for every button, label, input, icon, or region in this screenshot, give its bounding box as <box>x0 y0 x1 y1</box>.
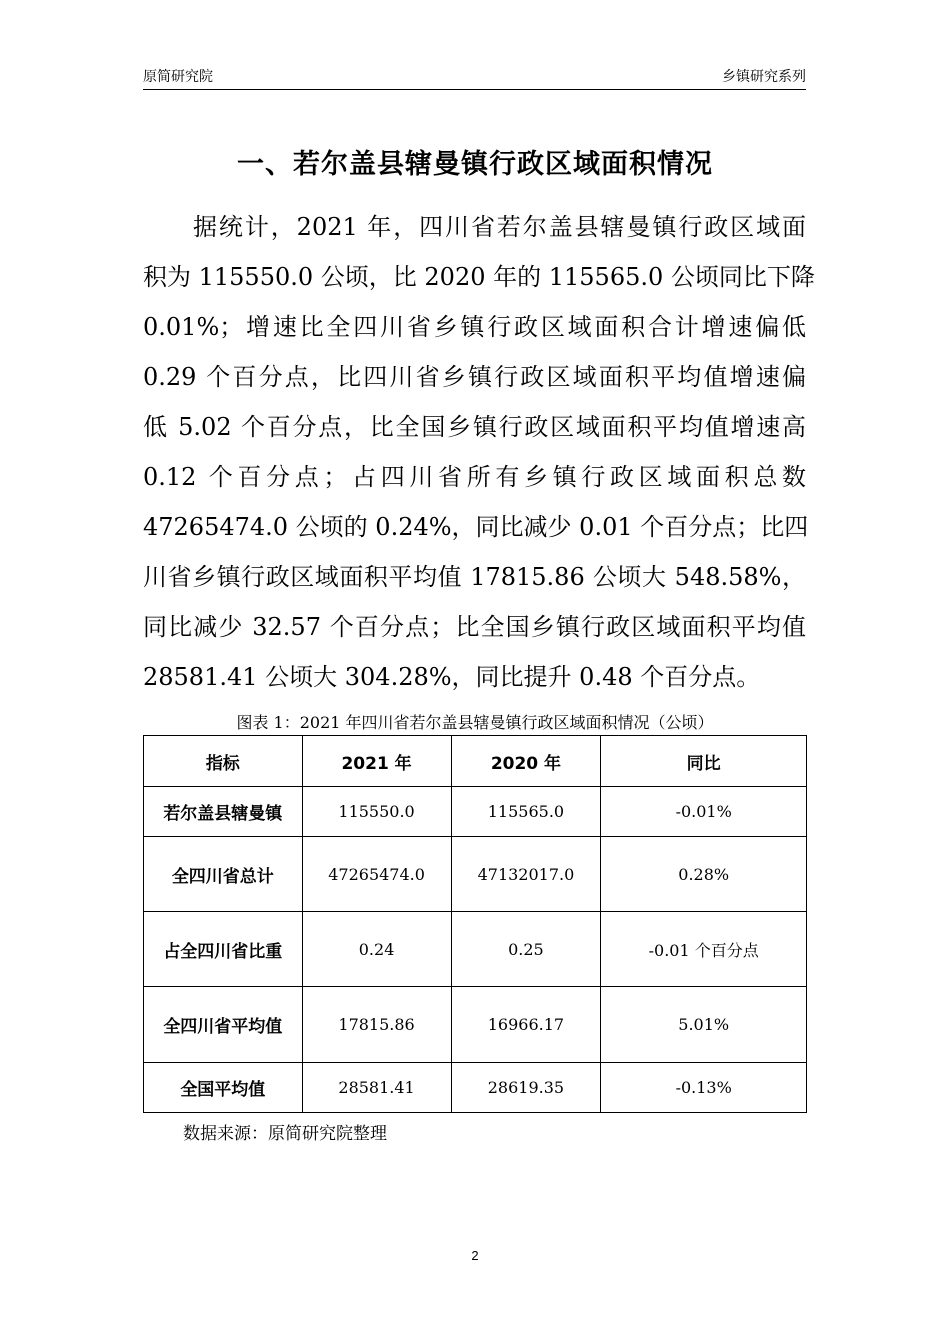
table-row <box>144 837 807 912</box>
column-header: 2021 年 <box>302 736 451 787</box>
table-cell: 0.25 <box>451 912 601 987</box>
table-cell: 115550.0 <box>302 787 451 837</box>
table-cell: 28619.35 <box>451 1063 601 1113</box>
table-cell: 115565.0 <box>451 787 601 837</box>
table-row <box>144 787 807 837</box>
paragraph-line: 川省乡镇行政区域面积平均值 17815.86 公顷大 548.58%， <box>143 563 806 591</box>
table-caption: 图表 1：2021 年四川省若尔盖县辖曼镇行政区域面积情况（公顷） <box>236 713 714 732</box>
table-row <box>144 987 807 1063</box>
header-rule <box>143 89 806 90</box>
table-cell: 47132017.0 <box>451 837 601 912</box>
paragraph-line: 同比减少 32.57 个百分点；比全国乡镇行政区域面积平均值 <box>143 613 806 641</box>
paragraph-line: 0.01%；增速比全四川省乡镇行政区域面积合计增速偏低 <box>143 313 806 341</box>
data-table <box>143 735 807 1113</box>
row-label: 若尔盖县辖曼镇 <box>144 787 303 837</box>
paragraph-line: 47265474.0 公顷的 0.24%，同比减少 0.01 个百分点；比四 <box>143 513 809 541</box>
table-cell: -0.01 个百分点 <box>601 912 807 987</box>
table-cell: 5.01% <box>601 987 807 1063</box>
paragraph-line: 0.12 个百分点；占四川省所有乡镇行政区域面积总数 <box>143 463 806 491</box>
body-paragraph <box>143 202 815 702</box>
column-header: 指标 <box>144 736 303 787</box>
paragraph-line: 低 5.02 个百分点，比全国乡镇行政区域面积平均值增速高 <box>143 413 806 441</box>
table-cell: 28581.41 <box>302 1063 451 1113</box>
table-cell: 16966.17 <box>451 987 601 1063</box>
page-number: 2 <box>471 1248 479 1263</box>
row-label: 占全四川省比重 <box>144 912 303 987</box>
paragraph-line: 28581.41 公顷大 304.28%，同比提升 0.48 个百分点。 <box>143 663 761 691</box>
data-source-note: 数据来源：原简研究院整理 <box>183 1124 387 1144</box>
table-cell: -0.01% <box>601 787 807 837</box>
table-cell: 0.28% <box>601 837 807 912</box>
table-row <box>144 912 807 987</box>
header-left: 原简研究院 <box>143 68 213 84</box>
table-cell: 17815.86 <box>302 987 451 1063</box>
table-cell: -0.13% <box>601 1063 807 1113</box>
row-label: 全国平均值 <box>144 1063 303 1113</box>
header-right: 乡镇研究系列 <box>722 68 806 84</box>
table-row <box>144 1063 807 1113</box>
table-cell: 0.24 <box>302 912 451 987</box>
paragraph-line: 0.29 个百分点，比四川省乡镇行政区域面积平均值增速偏 <box>143 363 806 391</box>
table-cell: 47265474.0 <box>302 837 451 912</box>
section-title: 一、若尔盖县辖曼镇行政区域面积情况 <box>237 149 713 180</box>
row-label: 全四川省总计 <box>144 837 303 912</box>
table-header-row <box>144 736 807 787</box>
paragraph-line: 据统计，2021 年，四川省若尔盖县辖曼镇行政区域面 <box>193 213 806 241</box>
column-header: 2020 年 <box>451 736 601 787</box>
column-header: 同比 <box>601 736 807 787</box>
paragraph-line: 积为 115550.0 公顷，比 2020 年的 115565.0 公顷同比下降 <box>143 263 815 291</box>
row-label: 全四川省平均值 <box>144 987 303 1063</box>
